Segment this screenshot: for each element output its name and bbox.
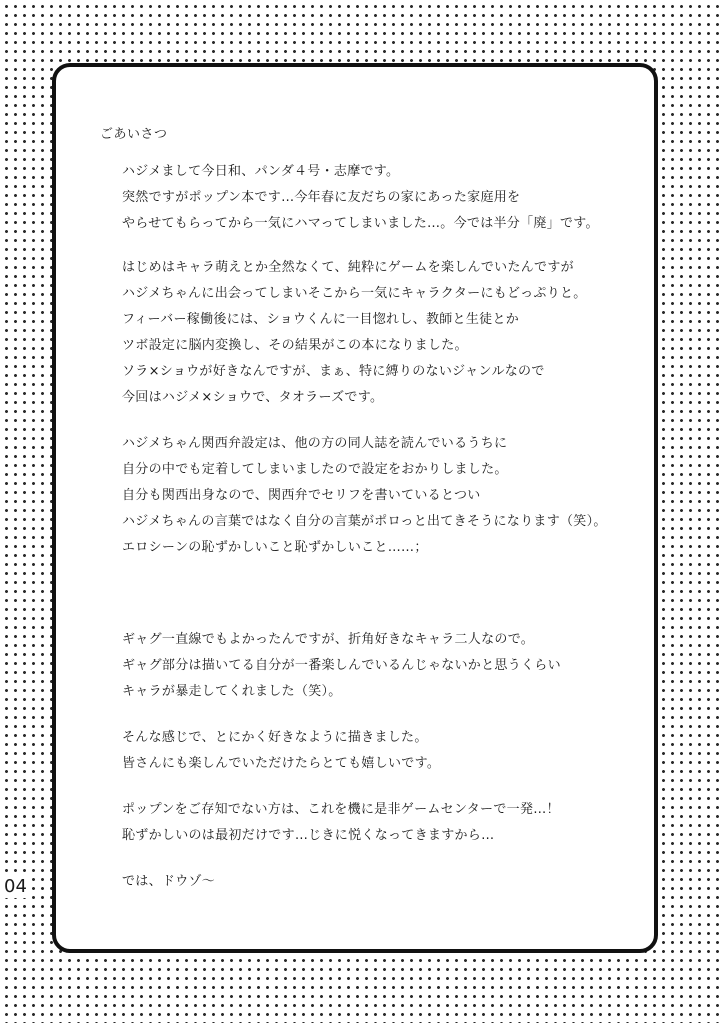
- text-line: ハジメちゃんの言葉ではなく自分の言葉がポロっと出てきそうになります（笑）。: [122, 514, 607, 529]
- body-text: [122, 125, 642, 895]
- text-line: エロシーンの恥ずかしいこと恥ずかしいこと……；: [122, 540, 428, 555]
- text-line: フィーバー稼働後には、ショウくんに一目惚れし、教師と生徒とか: [122, 312, 520, 327]
- greeting-heading: ごあいさつ: [100, 127, 168, 142]
- text-panel: [52, 63, 658, 953]
- text-line: ハジメちゃん関西弁設定は、他の方の同人誌を読んでいるうちに: [122, 436, 508, 451]
- text-line: ハジメちゃんに出会ってしまいそこから一気にキャラクターにもどっぷりと。: [122, 286, 587, 301]
- paragraph-signoff: [122, 869, 642, 895]
- text-line: そんな感じで、とにかく好きなように描きました。: [122, 730, 428, 745]
- text-line: 突然ですがポップン本です…今年春に友だちの家にあった家庭用を: [122, 190, 521, 205]
- text-line: キャラが暴走してくれました（笑）。: [122, 684, 342, 699]
- paragraph-closing: [122, 725, 642, 777]
- text-line: はじめはキャラ萌えとか全然なくて、純粋にゲームを楽しんでいたんですが: [122, 260, 574, 275]
- page-number: 04: [4, 876, 27, 897]
- text-line: ハジメまして今日和、パンダ４号・志摩です。: [122, 164, 400, 179]
- text-line: やらせてもらってから一気にハマってしまいました…。今では半分「廃」です。: [122, 216, 599, 231]
- paragraph-gag: [122, 627, 642, 705]
- paragraph-invitation: [122, 797, 642, 849]
- text-line: 恥ずかしいのは最初だけです…じきに悦くなってきますから…: [122, 828, 495, 843]
- text-line: ツボ設定に脳内変換し、その結果がこの本になりました。: [122, 338, 468, 353]
- paragraph-background: [122, 255, 642, 411]
- text-line: 今回はハジメ×ショウで、タオラーズです。: [122, 390, 384, 405]
- text-line: 皆さんにも楽しんでいただけたらとても嬉しいです。: [122, 756, 441, 771]
- text-line: ポップンをご存知でない方は、これを機に是非ゲームセンターで一発…！: [122, 802, 560, 817]
- text-line: 自分の中でも定着してしまいましたので設定をおかりしました。: [122, 462, 508, 477]
- text-line: ソラ×ショウが好きなんですが、まぁ、特に縛りのないジャンルなので: [122, 364, 545, 379]
- text-line: ギャグ一直線でもよかったんですが、折角好きなキャラ二人なので。: [122, 632, 535, 647]
- text-line: ギャグ部分は描いてる自分が一番楽しんでいるんじゃないかと思うくらい: [122, 658, 561, 673]
- text-line: 自分も関西出身なので、関西弁でセリフを書いているとつい: [122, 488, 481, 503]
- paragraph-dialect: [122, 431, 642, 561]
- paragraph-introduction: [122, 159, 642, 237]
- text-line: では、ドウゾ～: [122, 874, 216, 889]
